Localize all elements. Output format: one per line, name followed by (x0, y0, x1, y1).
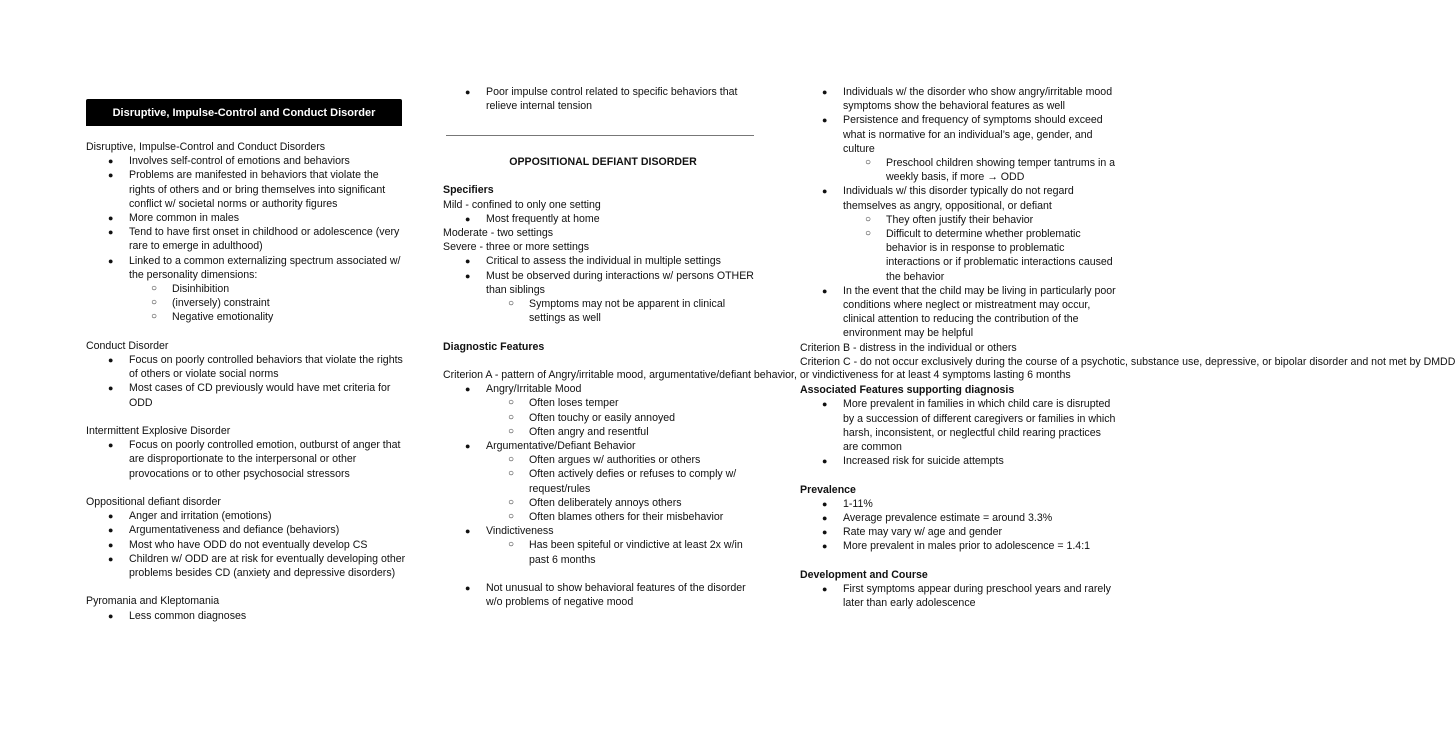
bullet-item (800, 525, 1118, 539)
bullet-item (443, 254, 763, 268)
paragraph: Mild - confined to only one setting (443, 198, 601, 211)
bullet-item (86, 353, 406, 381)
bullet-icon: ● (465, 583, 471, 594)
bullet-icon: ● (465, 87, 471, 97)
bullet-text: Symptoms may not be apparent in clinical settings as well (529, 298, 726, 325)
paragraph: Severe - three or more settings (443, 241, 590, 254)
bullet-icon: ● (822, 399, 828, 410)
bullet-icon: ● (108, 156, 114, 167)
hollow-bullet-icon: ○ (508, 298, 515, 310)
bullet-icon: ● (108, 511, 114, 522)
heading: Associated Features supporting diagnosis (800, 384, 1015, 397)
bullet-text: Increased risk for suicide attempts (843, 455, 1004, 468)
section-header-title: Disruptive, Impulse-Control and Conduct Disorder (112, 106, 376, 119)
sub-bullet-item (443, 396, 763, 410)
bullet-text: Often deliberately annoys others (529, 496, 682, 509)
bullet-text: Individuals w/ this disorder typically do not regard themselves as angry, oppositional, or defiant (843, 185, 1074, 212)
sub-bullet-item (443, 425, 763, 439)
section-header (86, 99, 402, 126)
bullet-icon: ● (822, 498, 828, 509)
bullet-text: Focus on poorly controlled emotion, outburst of anger that are disproportionate to the interpersonal or other provocations or to other psychosocial stressors (129, 439, 401, 480)
bullet-item (443, 439, 763, 453)
bullet-icon: ● (822, 513, 828, 524)
bullet-icon: ● (465, 441, 471, 452)
blank-line (86, 481, 406, 495)
bullet-item (800, 582, 1118, 610)
bullet-text: Problems are manifested in behaviors that violate the rights of others and or bring themselves into significant conflict w/ societal norms or authority figures (129, 169, 386, 210)
bullet-item (800, 539, 1118, 553)
bullet-text: Often argues w/ authorities or others (529, 454, 701, 467)
bullet-text: More common in males (129, 212, 240, 225)
sub-bullet-item (443, 453, 763, 467)
bullet-text: Less common diagnoses (129, 609, 247, 622)
bullet-text: Individuals w/ the disorder who show angry/irritable mood symptoms show the behavioral features as well (843, 86, 1113, 113)
bullet-item (800, 85, 1118, 113)
bullet-icon: ● (108, 553, 114, 564)
bullet-text: Poor impulse control related to specific behaviors that relieve internal tension (486, 86, 738, 113)
bullet-item (443, 382, 763, 396)
bullet-item (800, 397, 1118, 454)
column-2-top (443, 85, 763, 113)
bullet-text: Not unusual to show behavioral features of the disorder w/o problems of negative mood (486, 582, 746, 609)
blank-line (443, 354, 763, 368)
bullet-icon: ● (822, 115, 828, 126)
sub-bullet-item (800, 213, 1118, 227)
bullet-text: Has been spiteful or vindictive at least 2x w/in past 6 months (529, 539, 743, 566)
blank-line (443, 169, 763, 183)
blank-line (800, 369, 1118, 383)
hollow-bullet-icon: ○ (508, 425, 515, 437)
bullet-text: (inversely) constraint (172, 297, 270, 310)
bullet-icon: ● (465, 256, 471, 267)
paragraph: Oppositional defiant disorder (86, 496, 221, 509)
bullet-icon: ● (108, 610, 114, 621)
paragraph: Criterion C - do not occur exclusively during the course of a psychotic, substance use, depressive, or bipolar disorder and not met by DMDD (800, 355, 1455, 368)
bullet-text: In the event that the child may be living in particularly poor conditions where neglect or mistreatment may occur, clinical attention to reducing the contribution of the environment may be helpful (843, 284, 1116, 340)
sub-bullet-item (443, 538, 763, 566)
bullet-item (86, 225, 406, 253)
hollow-bullet-icon: ○ (865, 213, 872, 225)
bullet-text: Often actively defies or refuses to comply w/ request/rules (529, 468, 737, 495)
bullet-item (86, 523, 406, 537)
bullet-icon: ● (108, 383, 114, 394)
bullet-item (86, 552, 406, 580)
bullet-item (800, 497, 1118, 511)
bullet-icon: ● (108, 525, 114, 536)
bullet-text: More prevalent in males prior to adolescence = 1.4:1 (843, 540, 1091, 553)
hollow-bullet-icon: ○ (508, 411, 515, 423)
blank-line (800, 468, 1118, 482)
bullet-text: Average prevalence estimate = around 3.3% (843, 512, 1053, 525)
bullet-icon: ● (822, 285, 828, 296)
hollow-bullet-icon: ○ (508, 511, 515, 523)
bullet-text: Anger and irritation (emotions) (129, 510, 272, 523)
sub-bullet-item (443, 411, 763, 425)
bullet-text: Rate may vary w/ age and gender (843, 526, 1002, 539)
bullet-icon: ● (822, 527, 828, 538)
bullet-text: Argumentativeness and defiance (behaviors) (129, 524, 340, 537)
bullet-icon: ● (108, 255, 114, 266)
bullet-text: Often loses temper (529, 397, 619, 410)
blank-line (86, 410, 406, 424)
blank-line (443, 325, 763, 339)
hollow-bullet-icon: ○ (508, 539, 515, 551)
bullet-text: Involves self-control of emotions and behaviors (129, 155, 350, 168)
column-1 (86, 140, 406, 623)
bullet-item (443, 269, 763, 297)
bullet-icon: ● (822, 456, 828, 467)
bullet-item (86, 381, 406, 409)
bullet-icon: ● (108, 213, 114, 224)
sub-bullet-item (86, 296, 406, 310)
bullet-item (86, 538, 406, 552)
bullet-icon: ● (465, 384, 471, 395)
bullet-icon: ● (822, 186, 828, 197)
blank-line (443, 567, 763, 581)
bullet-item (443, 85, 763, 113)
bullet-icon: ● (465, 270, 471, 281)
bullet-icon: ● (465, 213, 471, 224)
bullet-icon: ● (822, 541, 828, 552)
hollow-bullet-icon: ○ (508, 397, 515, 409)
blank-line (800, 554, 1118, 568)
bullet-text: Critical to assess the individual in multiple settings (486, 255, 721, 268)
heading: Development and Course (800, 568, 928, 581)
bullet-item (86, 211, 406, 225)
bullet-item (86, 254, 406, 282)
bullet-item (443, 212, 763, 226)
hollow-bullet-icon: ○ (508, 496, 515, 508)
bullet-text: Children w/ ODD are at risk for eventually developing other problems besides CD (anxiety and depressive disorders) (129, 552, 406, 580)
sub-bullet-item (443, 467, 763, 495)
bullet-item (800, 284, 1118, 341)
bullet-text: Difficult to determine whether problematic behavior is in response to problematic interactions or if problematic interactions caused the behavior (886, 228, 1113, 283)
bullet-text: Preschool children showing temper tantrums in a weekly basis, if more → ODD (886, 157, 1116, 184)
bullet-icon: ● (108, 539, 114, 550)
sub-bullet-item (800, 227, 1118, 284)
bullet-text: They often justify their behavior (886, 213, 1034, 226)
paragraph: Conduct Disorder (86, 339, 169, 352)
bullet-text: Vindictiveness (486, 525, 554, 538)
bullet-text: Often touchy or easily annoyed (529, 411, 676, 424)
bullet-item (86, 168, 406, 211)
sub-bullet-item (443, 510, 763, 524)
bullet-text: Negative emotionality (172, 311, 274, 324)
bullet-item (800, 184, 1118, 212)
bullet-icon: ● (465, 526, 471, 537)
bullet-text: Most frequently at home (486, 212, 600, 225)
bullet-item (86, 509, 406, 523)
bullet-item (443, 524, 763, 538)
hollow-bullet-icon: ○ (151, 311, 158, 323)
bullet-icon: ● (108, 355, 114, 366)
bullet-icon: ● (108, 227, 114, 238)
bullet-text: Most who have ODD do not eventually develop CS (129, 538, 368, 551)
bullet-icon: ● (822, 584, 828, 595)
bullet-text: Disinhibition (172, 283, 230, 296)
hollow-bullet-icon: ○ (151, 297, 158, 309)
heading: Prevalence (800, 483, 856, 496)
bullet-text: Often angry and resentful (529, 425, 649, 438)
paragraph: Pyromania and Kleptomania (86, 595, 220, 608)
bullet-item (86, 438, 406, 481)
heading: Specifiers (443, 184, 494, 197)
bullet-text: Linked to a common externalizing spectrum associated w/ the personality dimensions: (129, 254, 401, 281)
sub-bullet-item (86, 282, 406, 296)
paragraph: Criterion A - pattern of Angry/irritable mood, argumentative/defiant behavior, or vindictiveness for at least 4 symptoms lasting 6 months (443, 369, 1071, 381)
hollow-bullet-icon: ○ (508, 454, 515, 466)
bullet-text: 1-11% (843, 497, 873, 510)
sub-bullet-item (443, 496, 763, 510)
paragraph: Disruptive, Impulse-Control and Conduct Disorders (86, 141, 326, 153)
bullet-text: Angry/Irritable Mood (486, 383, 582, 396)
bullet-item (443, 581, 763, 609)
bullet-icon: ● (822, 87, 828, 97)
bullet-icon: ● (108, 170, 114, 181)
bullet-text: Most cases of CD previously would have met criteria for ODD (129, 382, 391, 409)
bullet-item (86, 609, 406, 623)
bullet-text: Persistence and frequency of symptoms should exceed what is normative for an individual’s age, gender, and culture (843, 114, 1103, 155)
bullet-text: Must be observed during interactions w/ persons OTHER than siblings (486, 269, 754, 296)
bullet-item (86, 154, 406, 168)
bullet-text: More prevalent in families in which child care is disrupted by a succession of different caregivers or families in which harsh, inconsistent, or neglectful child rearing practices are common (843, 398, 1116, 454)
sub-bullet-item (800, 156, 1118, 184)
heading: OPPOSITIONAL DEFIANT DISORDER (509, 156, 697, 168)
column-3 (800, 85, 1455, 610)
paragraph: Criterion B - distress in the individual or others (800, 341, 1017, 354)
hollow-bullet-icon: ○ (865, 228, 872, 240)
hollow-bullet-icon: ○ (865, 157, 872, 169)
bullet-text: Tend to have first onset in childhood or adolescence (very rare to emerge in adulthood) (129, 226, 400, 253)
bullet-text: Argumentative/Defiant Behavior (486, 440, 636, 453)
bullet-text: Often blames others for their misbehavior (529, 511, 724, 524)
paragraph: Moderate - two settings (443, 227, 554, 239)
sub-bullet-item (443, 297, 763, 325)
bullet-text: Focus on poorly controlled behaviors that violate the rights of others or violate social norms (129, 354, 403, 381)
bullet-item (800, 511, 1118, 525)
hollow-bullet-icon: ○ (508, 468, 515, 480)
heading: Diagnostic Features (443, 340, 545, 353)
paragraph: Intermittent Explosive Disorder (86, 425, 231, 438)
sub-bullet-item (86, 310, 406, 324)
bullet-icon: ● (108, 440, 114, 451)
blank-line (86, 580, 406, 594)
bullet-text: First symptoms appear during preschool years and rarely later than early adolescence (843, 583, 1111, 610)
bullet-item (800, 454, 1118, 468)
blank-line (86, 325, 406, 339)
hollow-bullet-icon: ○ (151, 283, 158, 295)
section-divider (446, 135, 754, 136)
bullet-item (800, 113, 1118, 156)
